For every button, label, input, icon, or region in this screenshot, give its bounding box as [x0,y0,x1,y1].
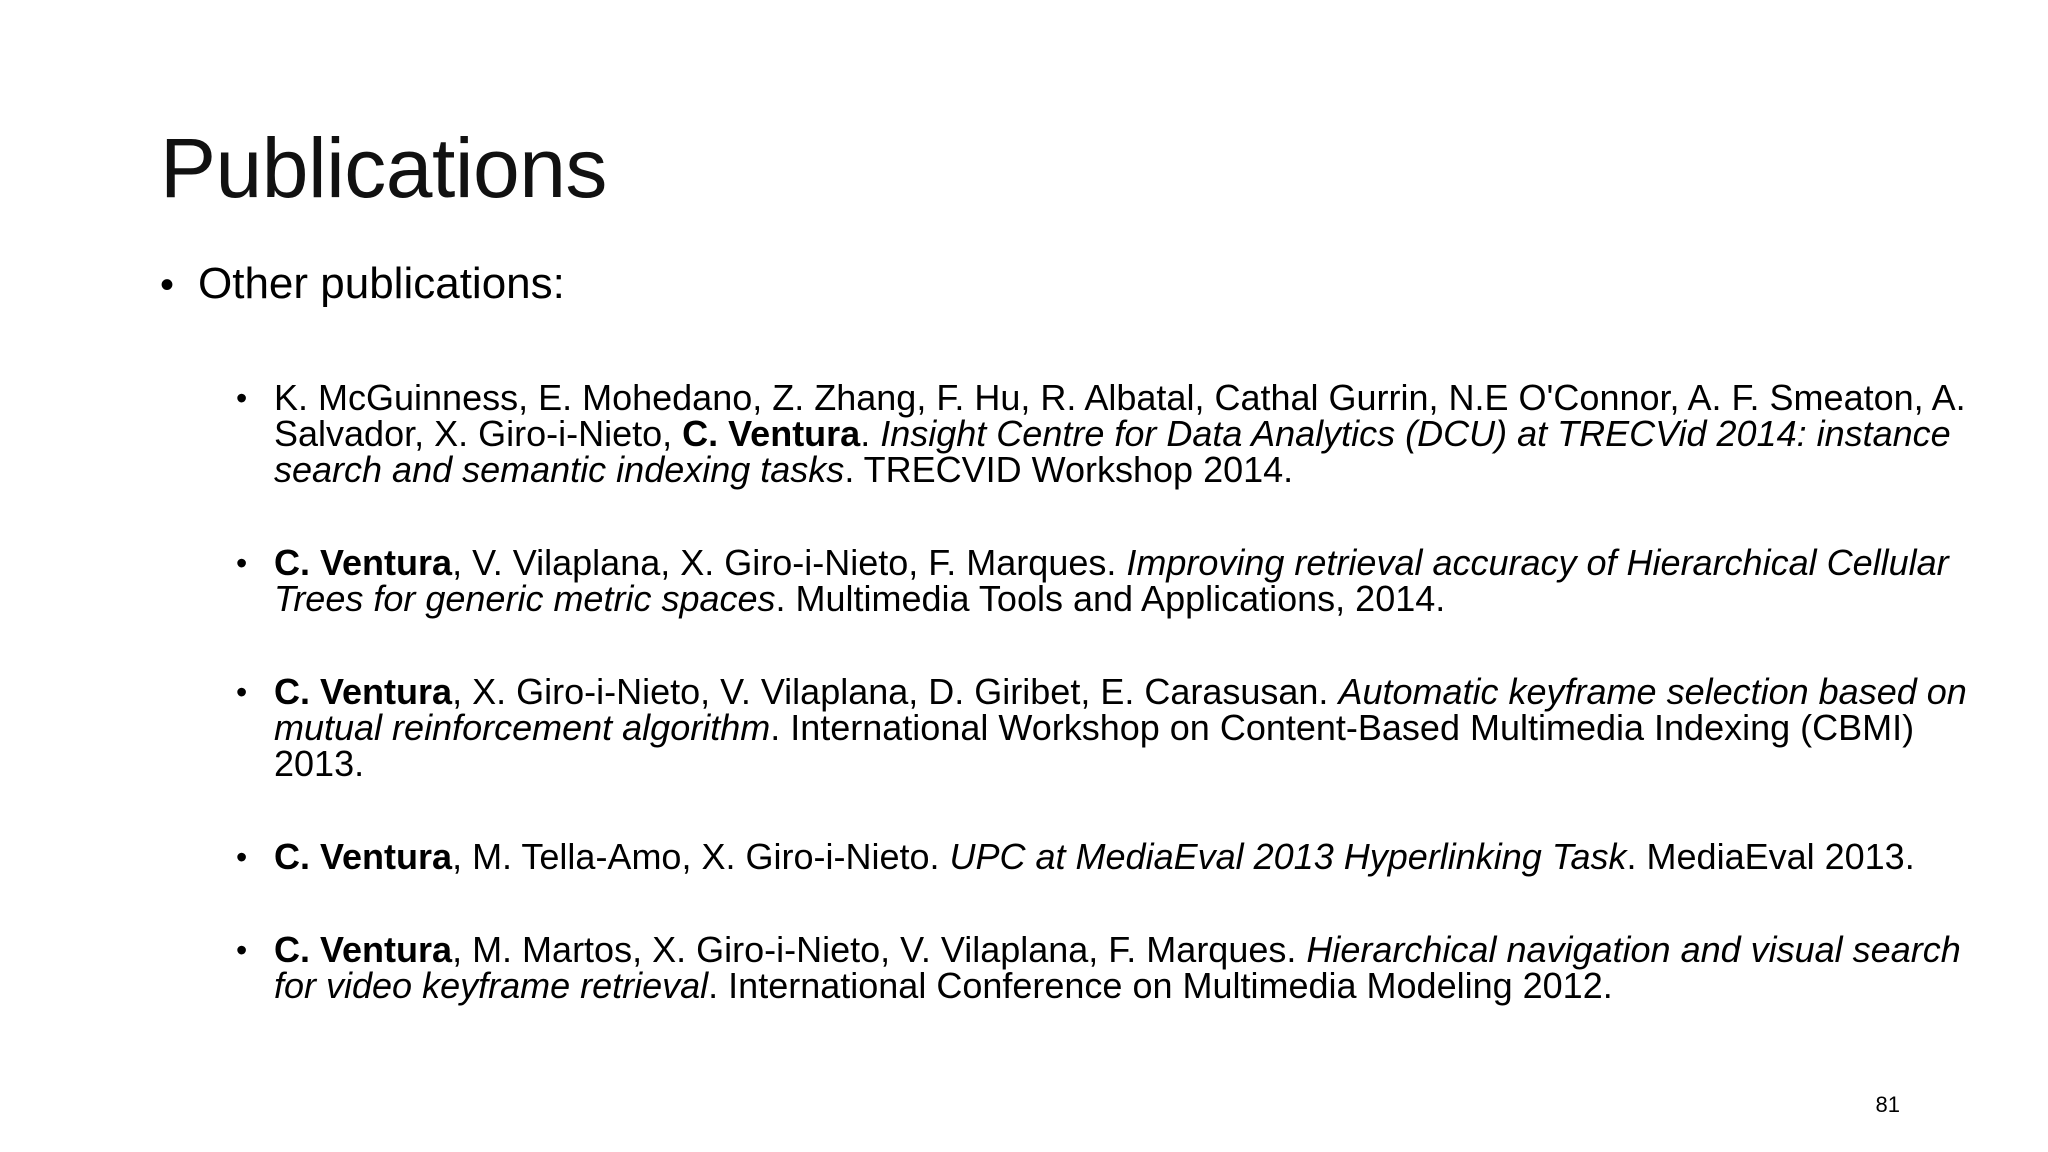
publication-title: Hierarchical navigation and visual search for video keyframe retrieval [274,929,1961,1006]
publication-authors: K. McGuinness, E. Mohedano, Z. Zhang, F. Hu, R. Albatal, Cathal Gurrin, N.E O'Connor, A. F. Smeaton, A. Salvador, X. Giro-i-Nieto, [274,377,1966,454]
publication-title: UPC at MediaEval 2013 Hyperlinking Task [949,836,1627,877]
highlighted-author: C. Ventura [274,671,453,712]
publication-authors-rest: , V. Vilaplana, X. Giro-i-Nieto, F. Marques. [452,542,1127,583]
highlighted-author: C. Ventura [274,929,453,970]
publication-item [236,377,1976,490]
publication-item [236,836,1976,877]
publication-title: Insight Centre for Data Analytics (DCU) at TRECVid 2014: instance search and semantic indexing tasks [274,413,1951,490]
publication-authors-rest: , M. Martos, X. Giro-i-Nieto, V. Vilaplana, F. Marques. [452,929,1307,970]
bullet-icon: • [160,263,175,307]
bullet-icon: • [236,932,248,968]
publication-venue: . International Conference on Multimedia Modeling 2012. [708,965,1613,1006]
slide-title: Publications [160,121,607,215]
bullet-icon: • [236,839,248,875]
publication-title: Improving retrieval accuracy of Hierarchical Cellular Trees for generic metric spaces [274,542,1949,619]
section-label: Other publications: [198,259,565,308]
bullet-icon: • [236,380,248,416]
publication-list [236,377,1976,1061]
publication-item [236,542,1976,619]
publication-venue: . TRECVID Workshop 2014. [844,449,1294,490]
bullet-icon: • [236,545,248,581]
publication-authors-rest: , X. Giro-i-Nieto, V. Vilaplana, D. Giribet, E. Carasusan. [452,671,1339,712]
publication-venue: . Multimedia Tools and Applications, 2014. [775,578,1446,619]
publication-item [236,671,1976,784]
publication-authors-rest: , M. Tella-Amo, X. Giro-i-Nieto. [452,836,950,877]
highlighted-author: C. Ventura [274,542,453,583]
bullet-icon: • [236,674,248,710]
highlighted-author: C. Ventura [682,413,861,454]
section-bullet [160,258,565,311]
publication-item [236,929,1976,1006]
publication-title: Automatic keyframe selection based on mutual reinforcement algorithm [274,671,1967,748]
highlighted-author: C. Ventura [274,836,453,877]
publication-venue: . MediaEval 2013. [1626,836,1915,877]
publication-venue: . International Workshop on Content-Based Multimedia Indexing (CBMI) 2013. [274,707,1915,784]
page-number: 81 [1875,1092,1900,1117]
publication-authors-rest: . [860,413,881,454]
